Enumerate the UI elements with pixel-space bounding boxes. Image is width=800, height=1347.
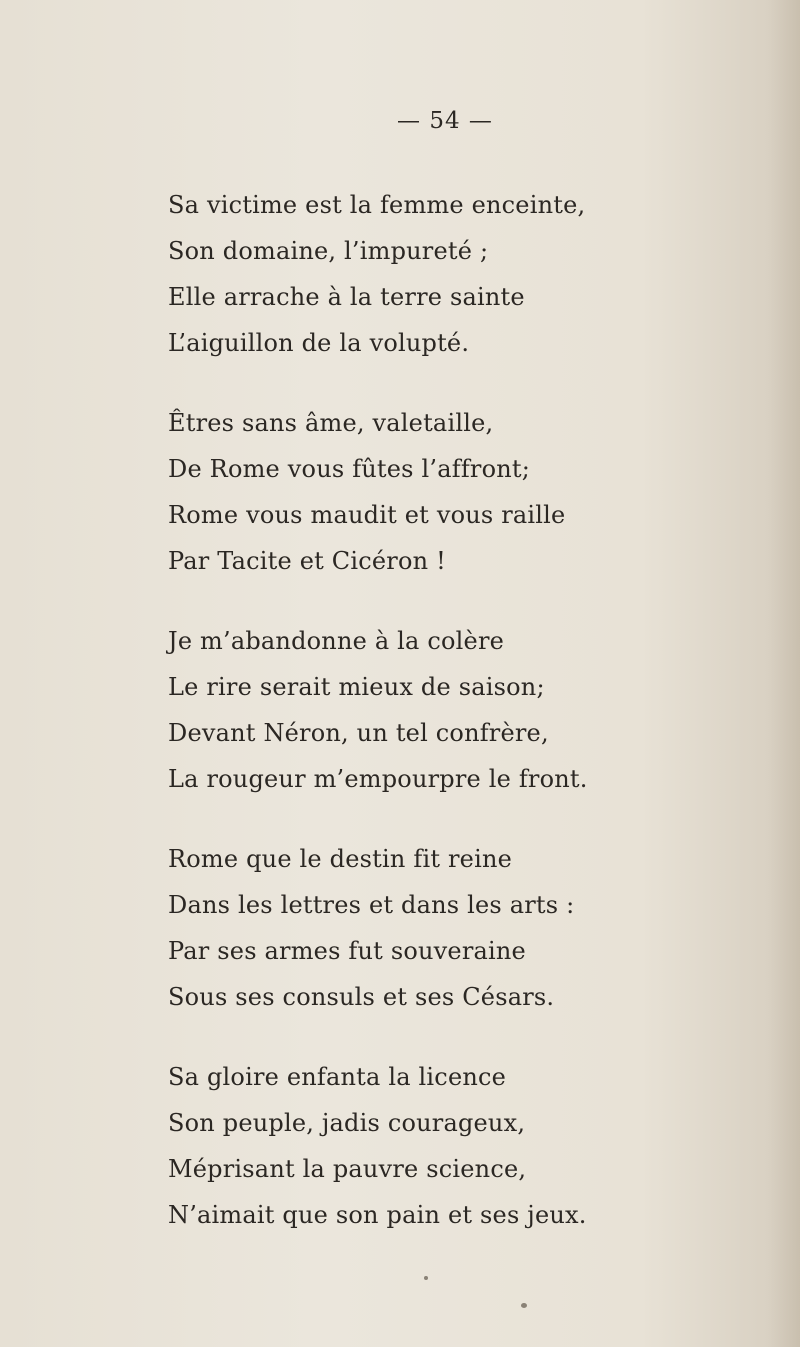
verse-line: Êtres sans âme, valetaille,	[168, 409, 494, 437]
verse-line: Rome que le destin fit reine	[168, 845, 513, 873]
verse-line: Sa victime est la femme enceinte,	[168, 191, 586, 219]
stanza-1	[168, 182, 768, 366]
verse-line: Elle arrache à la terre sainte	[168, 283, 525, 311]
poem	[168, 182, 768, 1272]
verse-line: Je m’abandonne à la colère	[168, 627, 505, 655]
verse-line: Par ses armes fut souveraine	[168, 937, 526, 965]
paper-speck	[424, 1276, 428, 1280]
verse-line: Par Tacite et Cicéron !	[168, 547, 446, 575]
paper-speck	[521, 1303, 527, 1308]
verse-line: Son peuple, jadis courageux,	[168, 1109, 526, 1137]
verse-line: De Rome vous fûtes l’affront;	[168, 455, 531, 483]
verse-line: Sa gloire enfanta la licence	[168, 1063, 507, 1091]
verse-line: Méprisant la pauvre science,	[168, 1155, 527, 1183]
verse-line: Sous ses consuls et ses Césars.	[168, 983, 555, 1011]
verse-line: La rougeur m’empourpre le front.	[168, 765, 588, 793]
verse-line: Rome vous maudit et vous raille	[168, 501, 566, 529]
verse-line: Dans les lettres et dans les arts :	[168, 891, 575, 919]
verse-line: Le rire serait mieux de saison;	[168, 673, 545, 701]
verse-line: Devant Néron, un tel confrère,	[168, 719, 549, 747]
stanza-5	[168, 1054, 768, 1238]
page-number: — 54 —	[397, 108, 493, 134]
stanza-4	[168, 836, 768, 1020]
verse-line: Son domaine, l’impureté ;	[168, 237, 489, 265]
stanza-3	[168, 618, 768, 802]
verse-line: L’aiguillon de la volupté.	[168, 329, 470, 357]
stanza-2	[168, 400, 768, 584]
verse-line: N’aimait que son pain et ses jeux.	[168, 1201, 587, 1229]
